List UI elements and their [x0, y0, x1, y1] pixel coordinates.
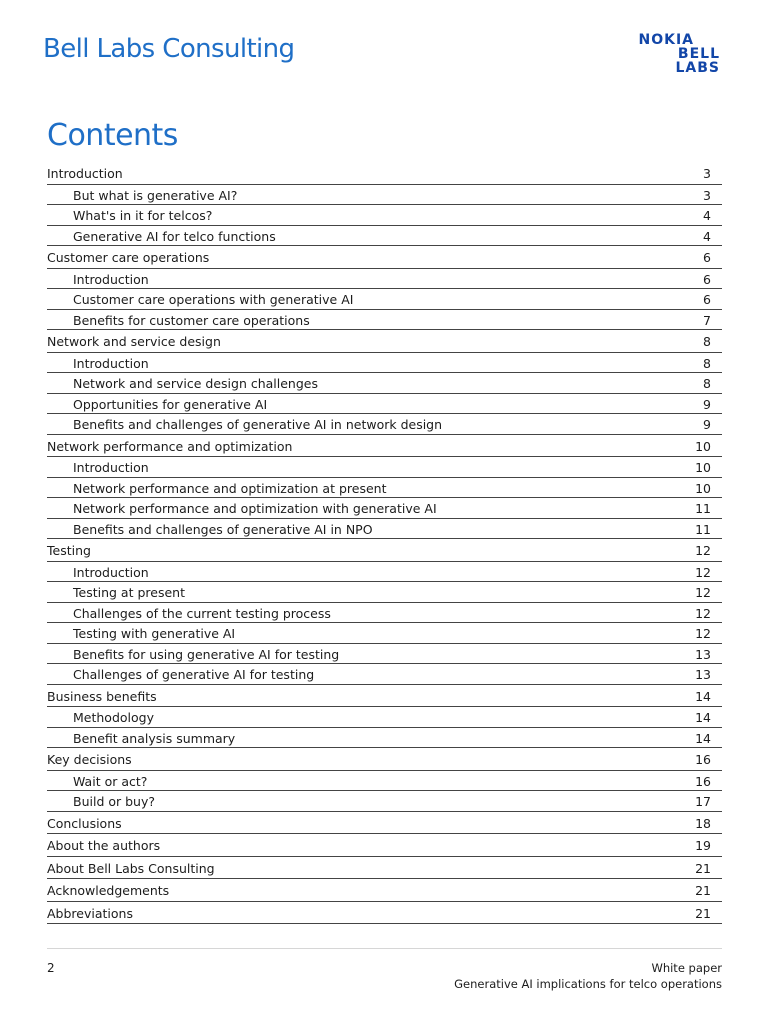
footer-document-info	[454, 960, 722, 992]
toc-entry-page: 14	[695, 688, 711, 704]
toc-entry-label: Network performance and optimization at present	[73, 480, 387, 496]
toc-subsection-row[interactable]	[47, 414, 722, 435]
toc-entry-label: Introduction	[47, 166, 123, 182]
toc-entry-label: Customer care operations	[47, 250, 210, 266]
toc-entry-page: 13	[695, 646, 711, 662]
toc-entry-page: 7	[703, 312, 711, 328]
toc-subsection-row[interactable]	[47, 664, 722, 685]
toc-subsection-row[interactable]	[47, 562, 722, 583]
toc-section-row[interactable]	[47, 246, 722, 269]
toc-entry-page: 4	[703, 228, 711, 244]
toc-entry-page: 10	[695, 480, 711, 496]
toc-entry-label: Benefits for using generative AI for testing	[73, 646, 340, 662]
toc-entry-page: 6	[703, 271, 711, 287]
toc-entry-label: What's in it for telcos?	[73, 208, 213, 224]
toc-subsection-row[interactable]	[47, 623, 722, 644]
toc-entry-label: About Bell Labs Consulting	[47, 860, 215, 876]
logo-line-1: NOKIA	[638, 32, 694, 48]
toc-section-row[interactable]	[47, 834, 722, 857]
table-of-contents	[47, 162, 722, 924]
toc-entry-label: Network performance and optimization	[47, 438, 293, 454]
toc-subsection-row[interactable]	[47, 269, 722, 290]
toc-entry-page: 11	[695, 501, 711, 517]
toc-entry-page: 12	[695, 585, 711, 601]
toc-entry-page: 21	[695, 905, 711, 921]
toc-subsection-row[interactable]	[47, 603, 722, 624]
toc-entry-label: Benefits and challenges of generative AI in NPO	[73, 521, 373, 537]
toc-subsection-row[interactable]	[47, 226, 722, 247]
toc-entry-page: 13	[695, 667, 711, 683]
toc-section-row[interactable]	[47, 330, 722, 353]
toc-subsection-row[interactable]	[47, 185, 722, 206]
toc-section-row[interactable]	[47, 879, 722, 902]
page-number: 2	[47, 961, 55, 975]
toc-entry-page: 19	[695, 838, 711, 854]
toc-entry-label: Network and service design	[47, 334, 221, 350]
toc-entry-label: Customer care operations with generative AI	[73, 292, 354, 308]
logo-line-3: LABS	[675, 60, 720, 76]
toc-entry-label: Testing at present	[73, 585, 185, 601]
toc-entry-label: Key decisions	[47, 752, 132, 768]
toc-section-row[interactable]	[47, 685, 722, 708]
logo-line-2: BELL	[677, 46, 720, 62]
toc-entry-label: Network and service design challenges	[73, 376, 318, 392]
toc-entry-label: Abbreviations	[47, 905, 133, 921]
toc-entry-page: 8	[703, 376, 711, 392]
toc-entry-page: 10	[695, 438, 711, 454]
toc-entry-page: 21	[695, 860, 711, 876]
toc-entry-label: Methodology	[73, 710, 154, 726]
toc-subsection-row[interactable]	[47, 644, 722, 665]
toc-entry-page: 4	[703, 208, 711, 224]
toc-entry-page: 8	[703, 355, 711, 371]
page-title: Contents	[47, 118, 178, 153]
toc-subsection-row[interactable]	[47, 373, 722, 394]
toc-entry-label: Challenges of the current testing process	[73, 605, 331, 621]
toc-entry-label: Build or buy?	[73, 794, 156, 810]
toc-section-row[interactable]	[47, 435, 722, 458]
toc-entry-label: Introduction	[73, 271, 149, 287]
footer-divider	[47, 948, 722, 949]
toc-entry-label: Testing	[47, 543, 91, 559]
toc-entry-label: Benefits for customer care operations	[73, 312, 310, 328]
toc-entry-label: Testing with generative AI	[73, 626, 236, 642]
toc-entry-label: Opportunities for generative AI	[73, 396, 268, 412]
toc-entry-page: 12	[695, 626, 711, 642]
toc-entry-label: Challenges of generative AI for testing	[73, 667, 315, 683]
toc-subsection-row[interactable]	[47, 394, 722, 415]
toc-section-row[interactable]	[47, 812, 722, 835]
toc-entry-page: 8	[703, 334, 711, 350]
toc-subsection-row[interactable]	[47, 289, 722, 310]
toc-entry-page: 3	[703, 187, 711, 203]
toc-entry-page: 16	[695, 773, 711, 789]
footer-doc-title: Generative AI implications for telco operations	[454, 977, 722, 991]
toc-entry-label: Conclusions	[47, 815, 122, 831]
toc-subsection-row[interactable]	[47, 519, 722, 540]
toc-entry-page: 6	[703, 292, 711, 308]
toc-entry-page: 17	[695, 794, 711, 810]
toc-entry-page: 3	[703, 166, 711, 182]
toc-subsection-row[interactable]	[47, 478, 722, 499]
toc-entry-label: Wait or act?	[73, 773, 148, 789]
toc-entry-label: Benefits and challenges of generative AI in network design	[73, 417, 443, 433]
toc-entry-label: But what is generative AI?	[73, 187, 238, 203]
toc-entry-page: 11	[695, 521, 711, 537]
toc-entry-page: 9	[703, 396, 711, 412]
nokia-bell-labs-logo	[636, 31, 726, 75]
toc-subsection-row[interactable]	[47, 498, 722, 519]
toc-section-row[interactable]	[47, 748, 722, 771]
toc-entry-page: 18	[695, 815, 711, 831]
toc-entry-label: Business benefits	[47, 688, 157, 704]
toc-subsection-row[interactable]	[47, 582, 722, 603]
toc-entry-label: Benefit analysis summary	[73, 730, 236, 746]
toc-subsection-row[interactable]	[47, 791, 722, 812]
toc-entry-page: 6	[703, 250, 711, 266]
toc-entry-page: 14	[695, 710, 711, 726]
toc-entry-page: 21	[695, 883, 711, 899]
toc-entry-label: Acknowledgements	[47, 883, 170, 899]
toc-entry-page: 12	[695, 564, 711, 580]
toc-subsection-row[interactable]	[47, 771, 722, 792]
toc-entry-page: 12	[695, 543, 711, 559]
toc-subsection-row[interactable]	[47, 310, 722, 331]
toc-entry-label: Introduction	[73, 355, 149, 371]
toc-entry-label: About the authors	[47, 838, 161, 854]
toc-section-row[interactable]	[47, 539, 722, 562]
toc-entry-label: Introduction	[73, 460, 149, 476]
toc-entry-label: Generative AI for telco functions	[73, 228, 276, 244]
toc-entry-page: 14	[695, 730, 711, 746]
toc-subsection-row[interactable]	[47, 457, 722, 478]
footer-doc-type: White paper	[651, 961, 722, 975]
toc-subsection-row[interactable]	[47, 707, 722, 728]
toc-subsection-row[interactable]	[47, 353, 722, 374]
toc-subsection-row[interactable]	[47, 205, 722, 226]
toc-section-row[interactable]	[47, 902, 722, 925]
toc-entry-page: 12	[695, 605, 711, 621]
toc-section-row[interactable]	[47, 162, 722, 185]
toc-subsection-row[interactable]	[47, 728, 722, 749]
toc-entry-page: 9	[703, 417, 711, 433]
toc-entry-page: 16	[695, 752, 711, 768]
toc-entry-label: Network performance and optimization with generative AI	[73, 501, 437, 517]
toc-entry-page: 10	[695, 460, 711, 476]
toc-section-row[interactable]	[47, 857, 722, 880]
toc-entry-label: Introduction	[73, 564, 149, 580]
brand-name: Bell Labs Consulting	[43, 34, 295, 64]
